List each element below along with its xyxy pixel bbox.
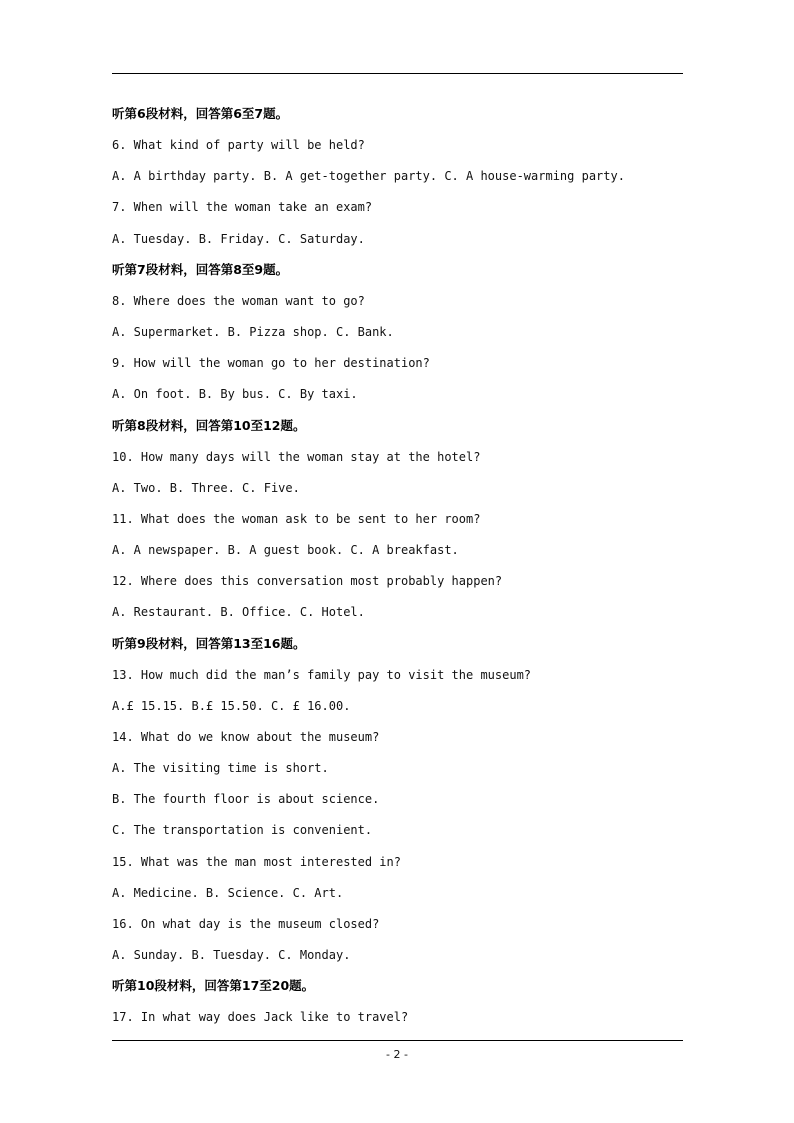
question-line: A. On foot. B. By bus. C. By taxi. [112, 387, 358, 402]
question-line: A. Sunday. B. Tuesday. C. Monday. [112, 948, 351, 963]
question-line: A. Medicine. B. Science. C. Art. [112, 885, 344, 900]
question-line: A. A newspaper. B. A guest book. C. A breakfast. [112, 543, 459, 558]
question-line: B. The fourth floor is about science. [112, 792, 380, 807]
question-line: A. Restaurant. B. Office. C. Hotel. [112, 605, 365, 620]
question-line: A. The visiting time is short. [112, 761, 329, 776]
page-number: - 2 - [386, 1048, 408, 1061]
section-heading: 听第7段材料，回答第8至9题。 [112, 261, 289, 277]
question-line: A. Tuesday. B. Friday. C. Saturday. [112, 231, 365, 246]
question-line: 16. On what day is the museum closed? [112, 916, 380, 931]
section-heading: 听第10段材料，回答第17至20题。 [112, 978, 315, 994]
footer-rule [112, 1040, 683, 1041]
question-line: 15. What was the man most interested in? [112, 854, 401, 869]
question-line: 14. What do we know about the museum? [112, 730, 380, 744]
question-line: 13. How much did the man’s family pay to visit the museum? [112, 667, 532, 682]
question-line: 8. Where does the woman want to go? [112, 293, 365, 308]
question-line: A. Supermarket. B. Pizza shop. C. Bank. [112, 325, 394, 340]
section-heading: 听第9段材料，回答第13至16题。 [112, 635, 306, 651]
question-line: 12. Where does this conversation most probably happen? [112, 574, 503, 589]
question-line: 10. How many days will the woman stay at the hotel? [112, 449, 481, 464]
question-line: 6. What kind of party will be held? [112, 138, 365, 153]
question-line: 11. What does the woman ask to be sent to her room? [112, 511, 481, 526]
question-line: 9. How will the woman go to her destination? [112, 356, 430, 371]
question-line: A.£ 15.15. B.£ 15.50. C. £ 16.00. [112, 698, 351, 713]
section-heading: 听第6段材料，回答第6至7题。 [112, 106, 289, 121]
header-rule [112, 73, 683, 74]
question-line: 7. When will the woman take an exam? [112, 200, 373, 215]
question-line: 17. In what way does Jack like to travel? [112, 1010, 409, 1025]
question-line: A. A birthday party. B. A get-together party. C. A house-warming party. [112, 169, 625, 184]
question-line: C. The transportation is convenient. [112, 823, 373, 838]
question-line: A. Two. B. Three. C. Five. [112, 480, 300, 495]
section-heading: 听第8段材料，回答第10至12题。 [112, 417, 306, 433]
